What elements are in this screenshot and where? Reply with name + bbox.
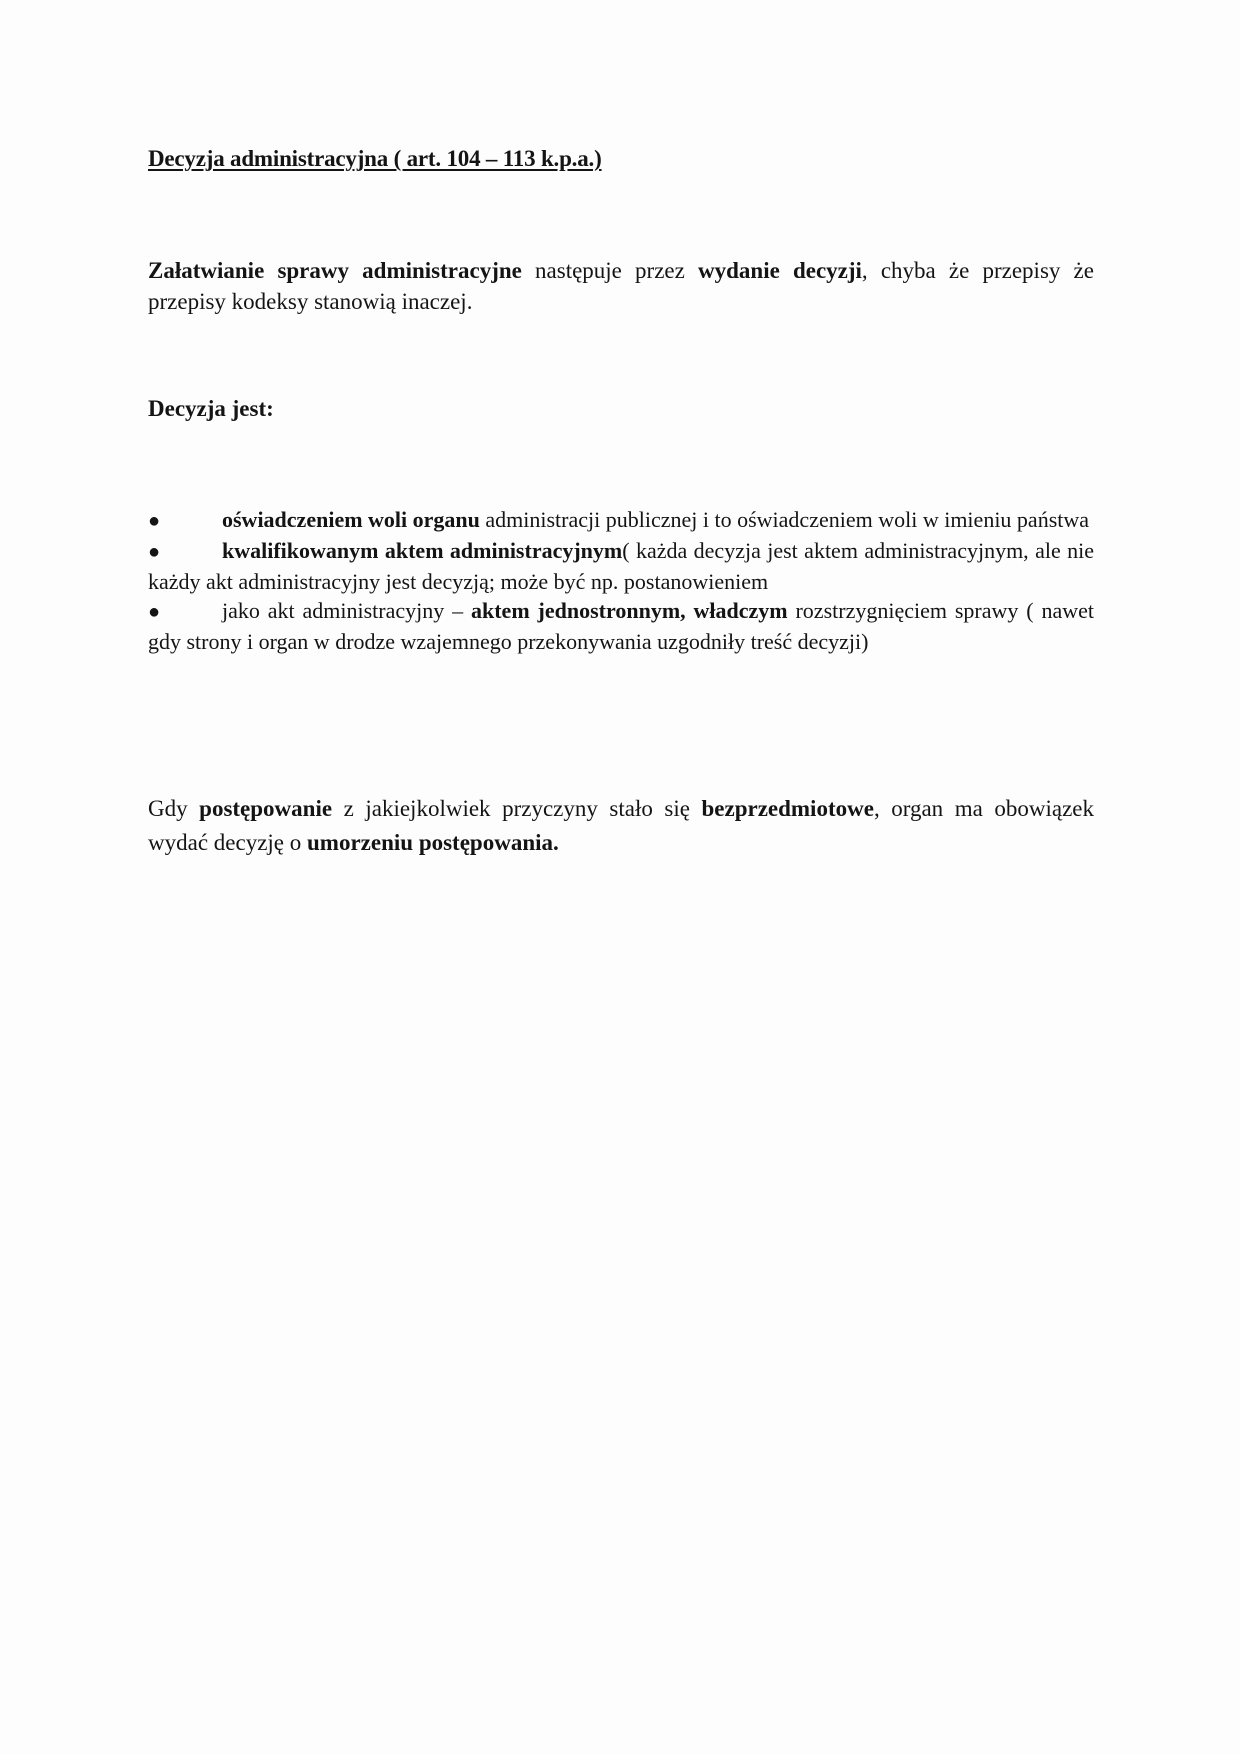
final-text: , organ ma obowiązek wydać decyzję o: [148, 796, 1094, 855]
bullet-text-end: rozstrzygnięciem sprawy ( nawet gdy strony i organ w drodze wzajemnego przekonywania uzgodniły treść decyzji): [148, 598, 1094, 654]
bullet-bold-text: kwalifikowanym aktem administracyjnym: [222, 538, 623, 563]
bullet-text: jako akt administracyjny –: [222, 598, 471, 623]
final-text: Gdy: [148, 796, 200, 821]
final-bold-proceeding: postępowanie: [199, 796, 333, 821]
section-heading: Decyzja jest:: [148, 396, 274, 421]
list-item: [148, 596, 1094, 656]
bullet-text: ( każda decyzja jest aktem administracyjnym, ale nie każdy akt administracyjny jest decyzją; może być np. postanowieniem: [148, 538, 1094, 594]
bullet-icon: ●: [148, 541, 161, 563]
list-item: [148, 536, 1094, 596]
intro-bold-decision: wydanie decyzji: [698, 258, 862, 283]
bullet-icon: ●: [148, 601, 161, 623]
bullet-bold-text: aktem jednostronnym, władczym: [471, 598, 788, 623]
bullet-bold-text: oświadczeniem woli organu: [222, 507, 480, 532]
document-title: Decyzja administracyjna ( art. 104 – 113 k.p.a.): [148, 146, 602, 171]
list-item: [148, 505, 1094, 536]
intro-text-end: , chyba że przepisy że przepisy kodeksy stanowią inaczej.: [148, 258, 1094, 314]
intro-paragraph: [148, 255, 1094, 317]
final-bold-discontinuation: umorzeniu postępowania.: [307, 830, 559, 855]
bullet-text: administracji publicznej i to oświadczeniem woli w imieniu państwa: [479, 507, 1090, 532]
decision-traits-list: [148, 505, 1094, 656]
intro-text: następuje przez: [521, 258, 698, 283]
final-bold-pointless: bezprzedmiotowe: [701, 796, 874, 821]
intro-bold-subject: Załatwianie sprawy administracyjne: [148, 258, 522, 283]
final-text: z jakiejkolwiek przyczyny stało się: [332, 796, 702, 821]
final-paragraph: [148, 792, 1094, 860]
bullet-icon: ●: [148, 510, 161, 532]
